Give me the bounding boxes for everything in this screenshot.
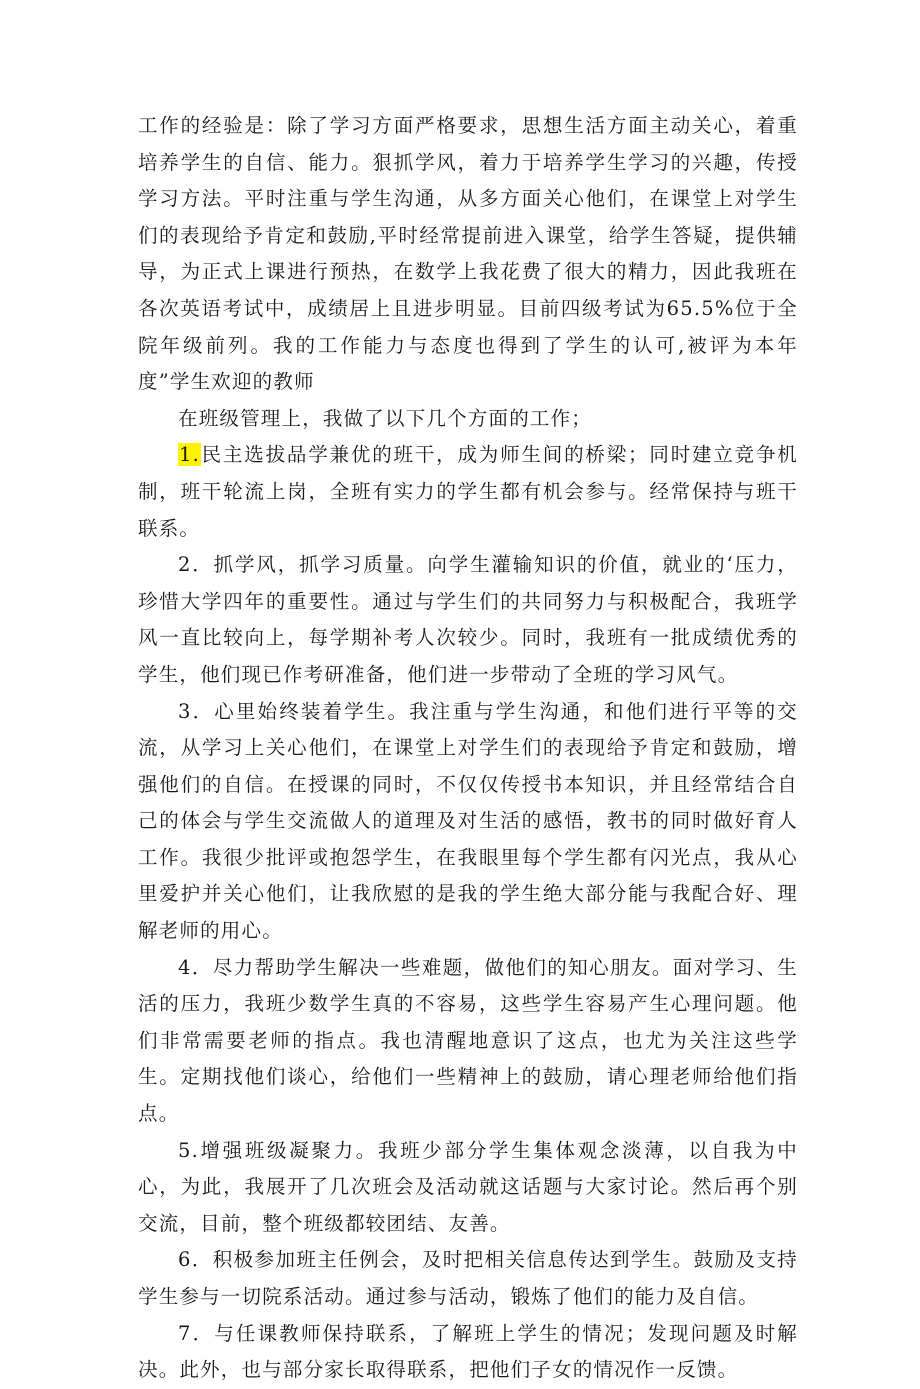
paragraph-intro: 工作的经验是：除了学习方面严格要求，思想生活方面主动关心，着重培养学生的自信、能力。狠抓学风，着力于培养学生学习的兴趣，传授学习方法。平时注重与学生沟通，从多方面关心他们，在课堂上对学生们的表现给予肯定和鼓励,平时经常提前进入课堂，给学生答疑，提供辅导，为正式上课进行预热，在数学上我花费了很大的精力，因此我班在各次英语考试中，成绩居上且进步明显。目前四级考试为65.5%位于全院年级前列。我的工作能力与态度也得到了学生的认可,被评为本年度”学生欢迎的教师	[138, 114, 798, 394]
paragraph-item-2: 2．抓学风，抓学习质量。向学生灌输知识的价值，就业的‘压力，珍惜大学四年的重要性。通过与学生们的共同努力与积极配合，我班学风一直比较向上，每学期补考人次较少。同时，我班有一批成绩优秀的学生，他们现已作考研准备，他们进一步带动了全班的学习风气。	[138, 553, 798, 686]
paragraph-item-1-text: 民主选拔品学兼优的班干，成为师生间的桥梁；同时建立竞争机制，班干轮流上岗，全班有实力的学生都有机会参与。经常保持与班干联系。	[138, 443, 798, 540]
document-body	[138, 108, 798, 1389]
highlighted-number-marker: 1.	[179, 443, 201, 467]
paragraph-item-4: 4．尽力帮助学生解决一些难题，做他们的知心朋友。面对学习、生活的压力，我班少数学生真的不容易，这些学生容易产生心理问题。他们非常需要老师的指点。我也清醒地意识了这点，也尤为关注这些学生。定期找他们谈心，给他们一些精神上的鼓励，请心理老师给他们指点。	[138, 955, 798, 1126]
paragraph-item-1	[138, 437, 798, 547]
paragraph-item-7: 7．与任课教师保持联系，了解班上学生的情况；发现问题及时解决。此外，也与部分家长取得联系，把他们子女的情况作一反馈。	[138, 1321, 798, 1382]
paragraph-item-6: 6．积极参加班主任例会，及时把相关信息传达到学生。鼓励及支持学生参与一切院系活动。通过参与活动，锻炼了他们的能力及自信。	[138, 1248, 798, 1308]
paragraph-item-5: 5.增强班级凝聚力。我班少部分学生集体观念淡薄，以自我为中心，为此，我展开了几次班会及活动就这话题与大家讨论。然后再个别交流，目前，整个班级都较团结、友善。	[138, 1138, 798, 1235]
paragraph-class-management-heading: 在班级管理上，我做了以下几个方面的工作；	[178, 406, 593, 430]
paragraph-item-3: 3．心里始终装着学生。我注重与学生沟通，和他们进行平等的交流，从学习上关心他们，在课堂上对学生们的表现给予肯定和鼓励，增强他们的自信。在授课的同时，不仅仅传授书本知识，并且经常结合自己的体会与学生交流做人的道理及对生活的感悟，教书的同时做好育人工作。我很少批评或抱怨学生，在我眼里每个学生都有闪光点，我从心里爱护并关心他们，让我欣慰的是我的学生绝大部分能与我配合好、理解老师的用心。	[138, 699, 798, 943]
